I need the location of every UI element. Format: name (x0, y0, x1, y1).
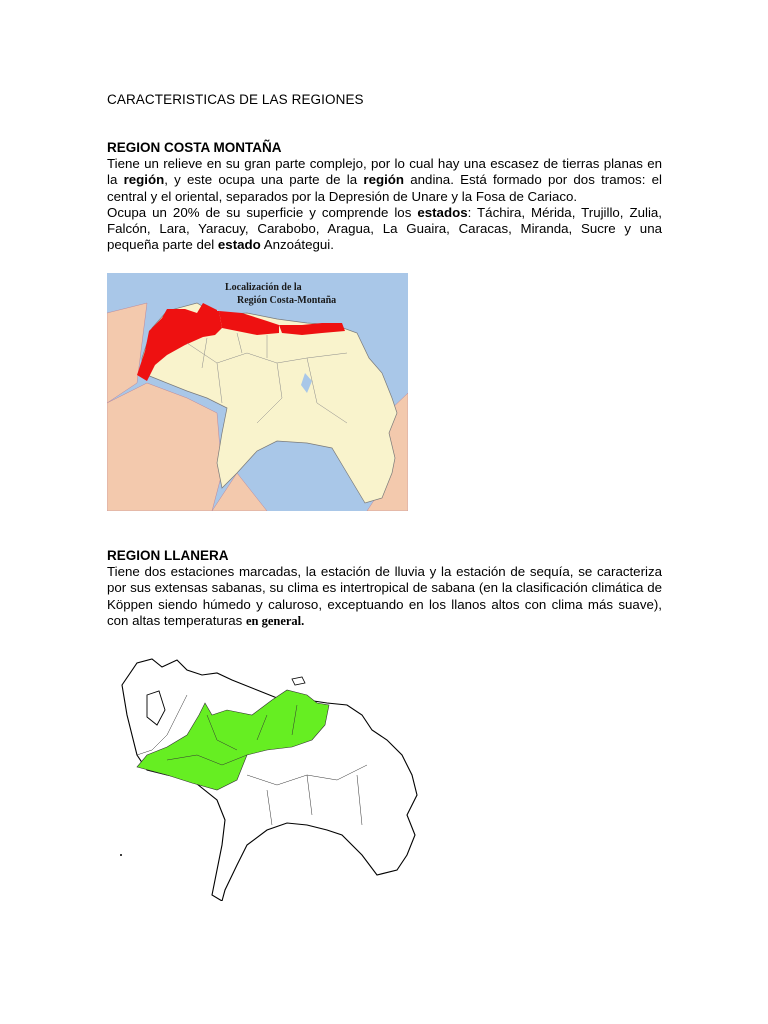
text-run: , y este ocupa una parte de la (164, 172, 364, 188)
document-title: CARACTERISTICAS DE LAS REGIONES (107, 92, 364, 107)
text-run: Tiene un relieve en su gran parte complejo, por lo cual hay una escasez de tierras planas en la (107, 156, 662, 188)
dot (120, 854, 122, 856)
heading-costa-montana: REGION COSTA MONTAÑA (107, 140, 282, 155)
text-run: Ocupa un 20% de su superficie y comprende los (107, 204, 418, 220)
map-title-line2: Región Costa-Montaña (237, 295, 337, 306)
island (292, 677, 305, 685)
paragraph-costa-montana (107, 156, 662, 254)
bold-term: estados (417, 204, 468, 220)
text-run: : Táchira, Mérida, Trujillo, Zulia, Falcón, Lara, Yaracuy, Carabobo, Aragua, La Guaira, Caracas, Miranda, Sucre y una pequeña parte del (107, 204, 662, 253)
text-run: andina. Está formado por dos tramos: el central y el oriental, separados por la Depresión de Unare y la Fosa de Cariaco. (107, 172, 662, 204)
text-run-serif: en general. (245, 613, 305, 628)
text-run: Tiene dos estaciones marcadas, la estación de lluvia y la estación de sequía, se caracteriza por sus extensas sabanas, su clima es intertropical de sabana (en la clasificación climática de Köppen siendo húmedo y caluroso, exceptuando en los llanos altos con clima más suave), con altas temperaturas (107, 564, 662, 628)
text-run: Anzoátegui. (260, 237, 334, 253)
map-title-line1: Localización de la (225, 282, 302, 293)
bold-term: región (363, 172, 405, 188)
paragraph-llanera (107, 564, 662, 629)
bold-term: región (123, 172, 165, 188)
map-costa-montana (107, 273, 408, 511)
venezuela-outline (122, 659, 417, 901)
heading-llanera: REGION LLANERA (107, 548, 229, 563)
bold-term: estado (217, 237, 261, 253)
map-llanera (107, 655, 427, 901)
